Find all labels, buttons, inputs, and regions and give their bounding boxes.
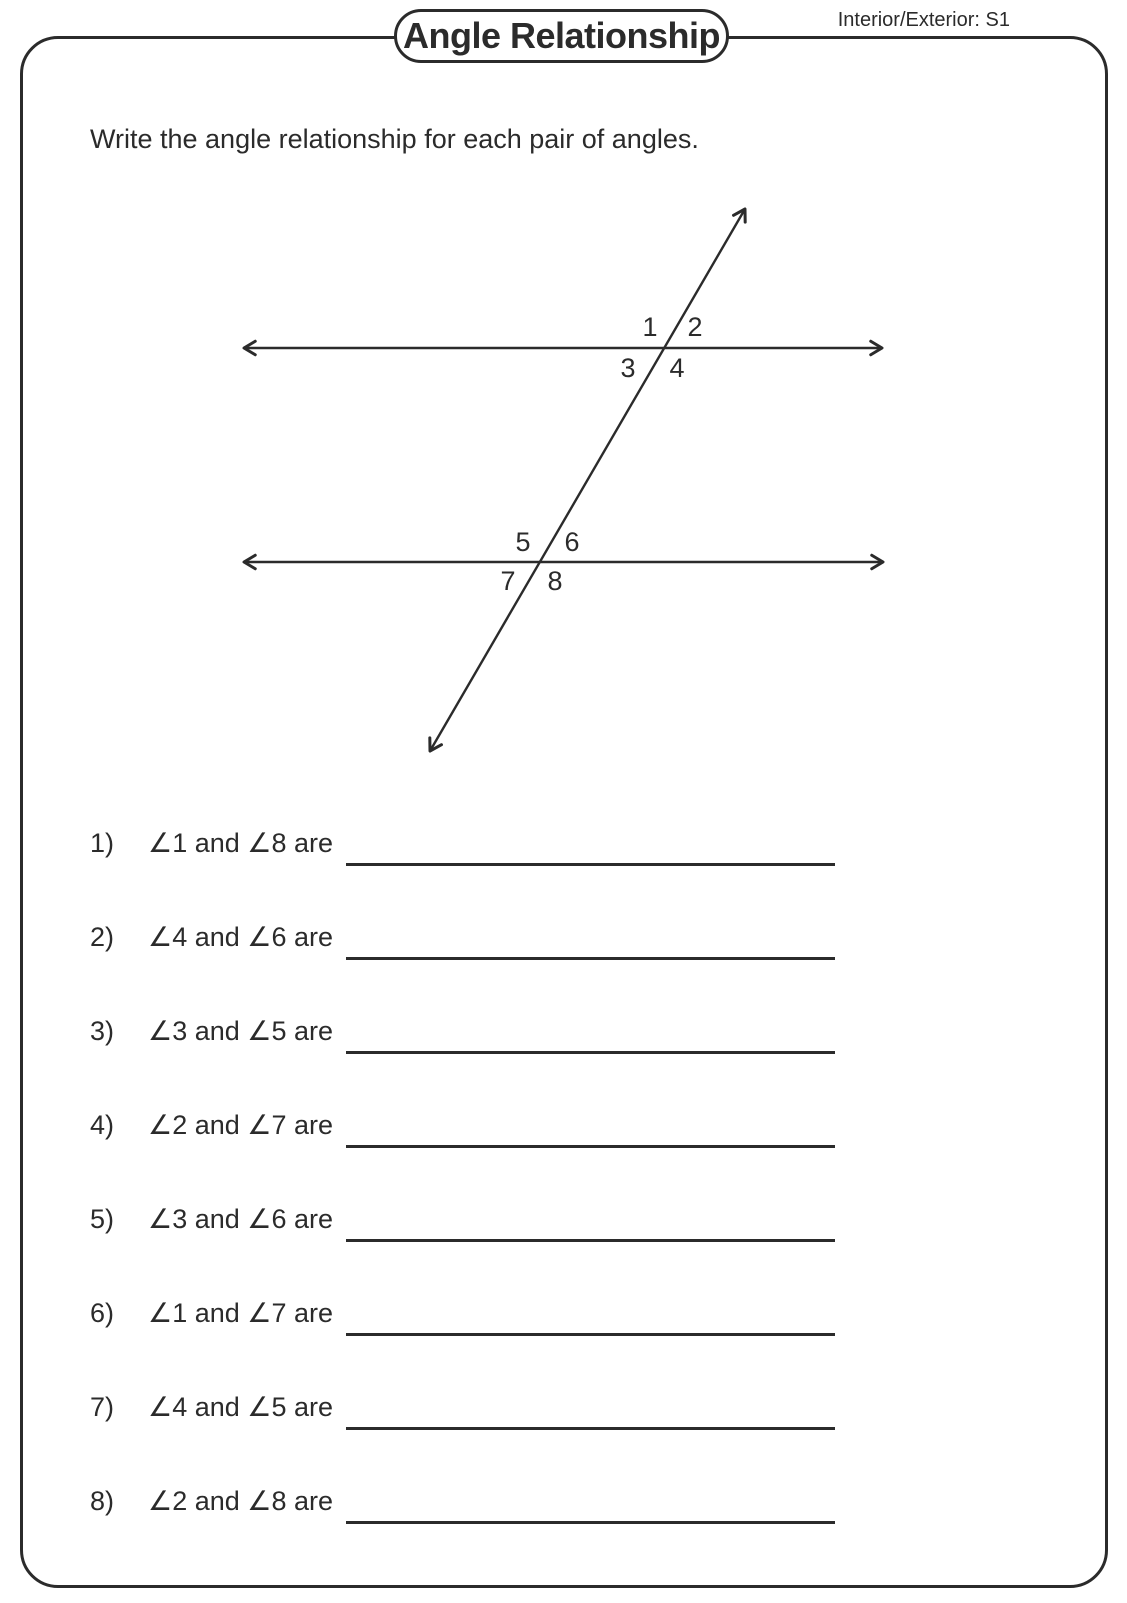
angle-label-3: 3 [620,353,636,383]
question-text: ∠1 and ∠8 are [148,828,334,858]
answer-blank[interactable] [346,1204,835,1242]
angle-label-7: 7 [500,566,516,596]
question-text: ∠2 and ∠7 are [148,1110,334,1140]
question-row [0,1016,1127,1058]
angle-label-2: 2 [687,312,703,342]
question-number: 5) [90,1204,115,1234]
question-number: 8) [90,1486,115,1516]
answer-blank[interactable] [346,1392,835,1430]
question-row [0,922,1127,964]
angle-label-6: 6 [564,527,580,557]
question-row [0,1298,1127,1340]
answer-blank[interactable] [346,1016,835,1054]
angle-label-4: 4 [669,353,685,383]
question-row [0,1110,1127,1152]
question-row [0,1392,1127,1434]
answer-blank[interactable] [346,828,835,866]
angle-label-5: 5 [515,527,531,557]
question-number: 7) [90,1392,115,1422]
worksheet-title: Angle Relationship [402,15,721,56]
transversal-line [430,209,745,751]
instruction-text: Write the angle relationship for each pair of angles. [90,124,699,154]
worksheet-subtitle: Interior/Exterior: S1 [837,9,1010,31]
answer-blank[interactable] [346,1486,835,1524]
question-number: 4) [90,1110,115,1140]
question-number: 3) [90,1016,115,1046]
worksheet-title-badge [394,9,729,63]
question-text: ∠4 and ∠5 are [148,1392,334,1422]
question-number: 2) [90,922,115,952]
question-number: 1) [90,828,115,858]
question-text: ∠1 and ∠7 are [148,1298,334,1328]
question-text: ∠2 and ∠8 are [148,1486,334,1516]
angles-diagram [0,0,1127,800]
question-text: ∠3 and ∠6 are [148,1204,334,1234]
question-row [0,1486,1127,1528]
question-row [0,1204,1127,1246]
angle-label-8: 8 [547,566,563,596]
question-number: 6) [90,1298,115,1328]
angle-label-1: 1 [642,312,658,342]
answer-blank[interactable] [346,922,835,960]
question-text: ∠4 and ∠6 are [148,922,334,952]
question-text: ∠3 and ∠5 are [148,1016,334,1046]
question-row [0,828,1127,870]
answer-blank[interactable] [346,1298,835,1336]
answer-blank[interactable] [346,1110,835,1148]
